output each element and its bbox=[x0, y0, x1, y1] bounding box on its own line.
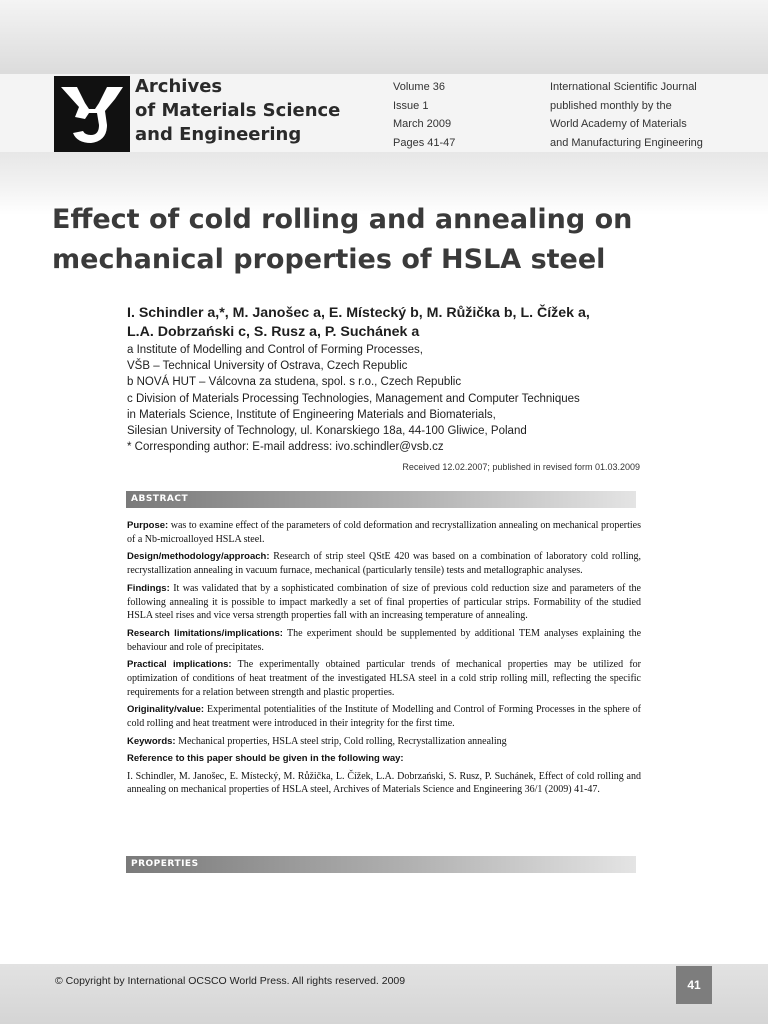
journal-title-line: Archives bbox=[135, 76, 223, 97]
author-list bbox=[127, 304, 667, 342]
affiliation-line: a Institute of Modelling and Control of Forming Processes, bbox=[127, 344, 423, 356]
properties-heading: PROPERTIES bbox=[126, 856, 636, 873]
paper-title bbox=[52, 200, 692, 280]
publisher-line: published monthly by the bbox=[550, 99, 672, 112]
abstract-text: It was validated that by a sophisticated combination of size of previous cold reduction size and parameters of the following annealing it is possible to impact markedly a set of final properties of particular strips. Formability of the studied HSLA steel rises and vice versa strength properties fall with an increasing temperature of annealing. bbox=[127, 582, 641, 622]
abstract-text: Experimental potentialities of the Institute of Modelling and Control of Forming Processes in the sphere of cold rolling and heat treatment were introduced in their integrity for the first time. bbox=[127, 704, 641, 730]
affiliations bbox=[127, 342, 667, 455]
author-line: I. Schindler a,*, M. Janošec a, E. Místecký b, M. Růžička b, L. Čížek a, bbox=[127, 305, 590, 321]
abstract-label: Findings: bbox=[127, 582, 170, 594]
volume-number: Volume 36 bbox=[393, 81, 445, 93]
affiliation-line: VŠB – Technical University of Ostrava, Czech Republic bbox=[127, 360, 408, 373]
abstract-paragraph bbox=[127, 703, 641, 731]
volume-info bbox=[393, 78, 455, 152]
affiliation-line: in Materials Science, Institute of Engineering Materials and Biomaterials, bbox=[127, 408, 496, 421]
abstract-paragraph bbox=[127, 519, 641, 547]
abstract-text: Mechanical properties, HSLA steel strip, Cold rolling, Recrystallization annealing bbox=[178, 735, 507, 747]
issue-date: March 2009 bbox=[393, 118, 452, 130]
abstract-paragraph bbox=[127, 582, 641, 624]
reference-heading bbox=[127, 752, 641, 766]
affiliation-line: b NOVÁ HUT – Válcovna za studena, spol. s r.o., Czech Republic bbox=[127, 376, 462, 389]
abstract-paragraph bbox=[127, 550, 641, 578]
journal-title-line: of Materials Science bbox=[135, 100, 341, 121]
abstract-label: Purpose: bbox=[127, 520, 169, 531]
publisher-info bbox=[550, 78, 703, 152]
abstract-body bbox=[127, 519, 641, 801]
abstract-text: The experiment should be supplemented by additional TEM analyses explaining the behaviour and role of precipitates. bbox=[127, 627, 642, 653]
abstract-heading: ABSTRACT bbox=[126, 491, 636, 508]
abstract-label: Practical implications: bbox=[127, 659, 232, 671]
affiliation-line: c Division of Materials Processing Technologies, Management and Computer Techniques bbox=[127, 392, 580, 405]
journal-logo-icon bbox=[55, 77, 129, 151]
footer bbox=[0, 964, 768, 1024]
paper-title-line: Effect of cold rolling and annealing on bbox=[52, 204, 633, 235]
journal-title bbox=[135, 75, 340, 147]
paper-title-line: mechanical properties of HSLA steel bbox=[52, 244, 606, 275]
abstract-label: Design/methodology/approach: bbox=[127, 551, 270, 563]
reference-citation: I. Schindler, M. Janošec, E. Místecký, M. Růžička, L. Čížek, L.A. Dobrzański, S. Rusz, P. Suchánek, Effect of cold rolling and annealing on mechanical properties of HSLA steel, Archives of Materials Science and Engineering 36/1 (2009) 41-47. bbox=[127, 770, 641, 796]
affiliation-line: Silesian University of Technology, ul. Konarskiego 18a, 44-100 Gliwice, Poland bbox=[127, 425, 527, 438]
journal-logo bbox=[54, 76, 130, 152]
abstract-label: Research limitations/implications: bbox=[127, 627, 283, 639]
publisher-line: International Scientific Journal bbox=[550, 81, 697, 93]
abstract-text: Research of strip steel QStE 420 was based on a combination of laboratory cold rolling, recrystallization annealing in vacuum furnace, mechanical (particularly tensile) tests and metallographic analyses. bbox=[127, 551, 642, 577]
corresponding-author: * Corresponding author: E-mail address: ivo.schindler@vsb.cz bbox=[127, 441, 444, 454]
abstract-text: was to examine effect of the parameters of cold deformation and recrystallization annealing on mechanical properties of a Nb-microalloyed HSLA steel. bbox=[127, 520, 641, 545]
page-range: Pages 41-47 bbox=[393, 136, 456, 149]
issue-number: Issue 1 bbox=[393, 99, 429, 112]
copyright-notice: © Copyright by International OCSCO World Press. All rights reserved. 2009 bbox=[55, 975, 406, 987]
page-number: 41 bbox=[676, 966, 712, 1004]
journal-title-line: and Engineering bbox=[135, 124, 302, 145]
abstract-text: The experimentally obtained particular trends of mechanical properties may be utilized for optimization of conditions of heat treatment of the investigated HLSA steel in a cold strip rolling mill, reflecting the specific requirements for a relation between strength and plastic properties. bbox=[127, 659, 642, 698]
publisher-line: World Academy of Materials bbox=[550, 118, 687, 130]
abstract-label: Keywords: bbox=[127, 735, 176, 747]
received-date: Received 12.02.2007; published in revised form 01.03.2009 bbox=[402, 462, 640, 472]
abstract-paragraph bbox=[127, 658, 641, 700]
abstract-paragraph bbox=[127, 735, 641, 749]
abstract-paragraph bbox=[127, 627, 641, 655]
publisher-line: and Manufacturing Engineering bbox=[550, 136, 703, 149]
reference-label: Reference to this paper should be given in the following way: bbox=[127, 753, 404, 765]
author-line: L.A. Dobrzański c, S. Rusz a, P. Suchánek a bbox=[127, 324, 420, 340]
abstract-label: Originality/value: bbox=[127, 704, 205, 716]
